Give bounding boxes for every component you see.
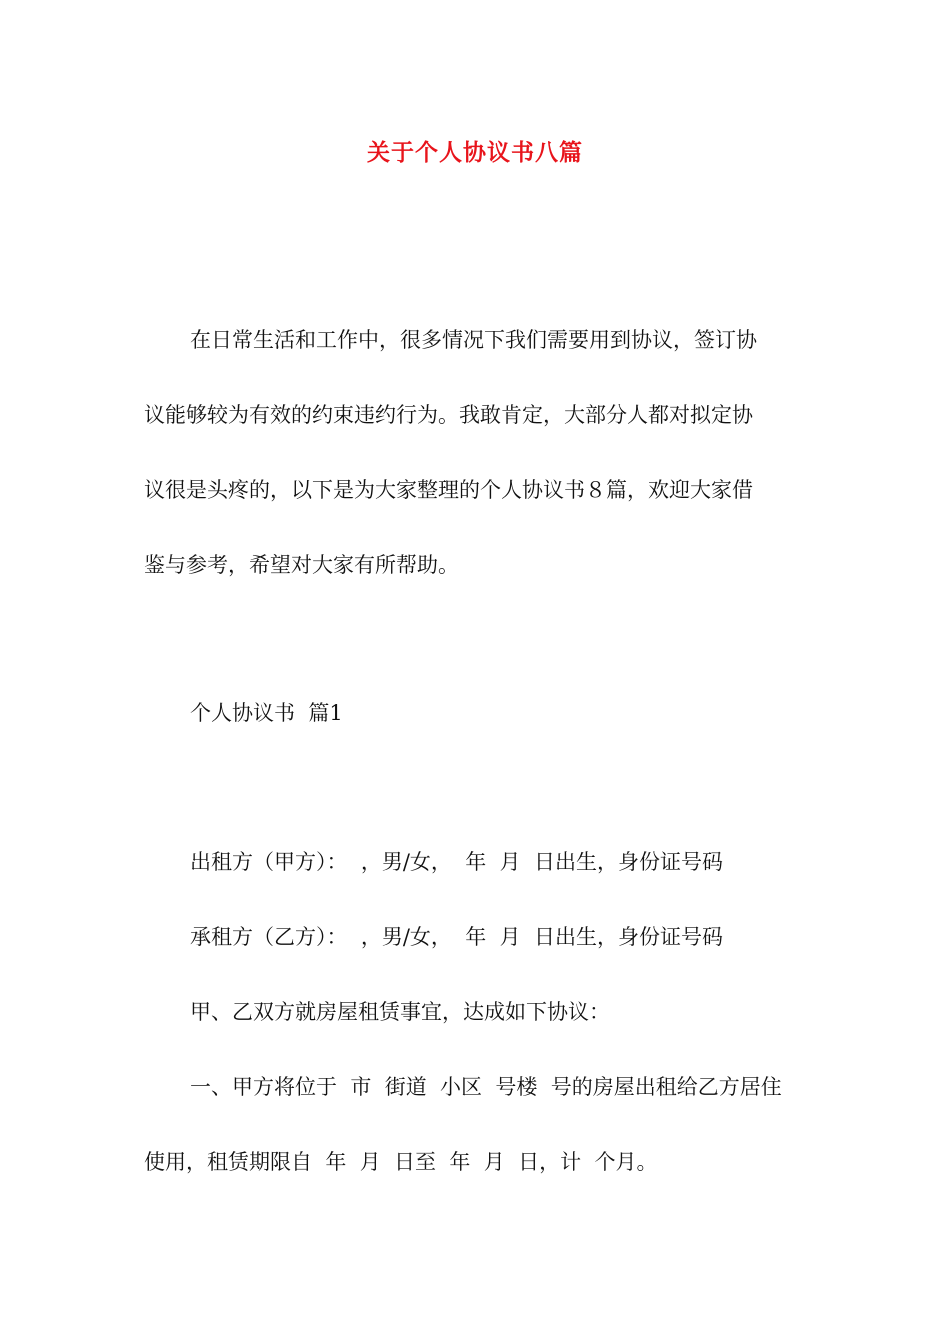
body-line-lessee: 承租方（乙方）： ，男/女， 年 月 日出生，身份证号码 bbox=[190, 925, 723, 949]
body-line-agreement: 甲、乙双方就房屋租赁事宜，达成如下协议： bbox=[190, 1000, 610, 1024]
intro-line-3: 议很是头疼的，以下是为大家整理的个人协议书８篇，欢迎大家借 bbox=[144, 478, 753, 502]
intro-line-1: 在日常生活和工作中，很多情况下我们需要用到协议，签订协 bbox=[190, 328, 757, 352]
intro-line-4: 鉴与参考，希望对大家有所帮助。 bbox=[144, 553, 459, 577]
intro-line-2: 议能够较为有效的约束违约行为。我敢肯定，大部分人都对拟定协 bbox=[144, 403, 753, 427]
body-line-clause-1-cont: 使用，租赁期限自 年 月 日至 年 月 日，计 个月。 bbox=[144, 1150, 658, 1174]
section-heading: 个人协议书 篇1 bbox=[190, 701, 343, 725]
body-line-lessor: 出租方（甲方）： ，男/女， 年 月 日出生，身份证号码 bbox=[190, 850, 723, 874]
document-title: 关于个人协议书八篇 bbox=[367, 139, 583, 166]
body-line-clause-1: 一、甲方将位于 市 街道 小区 号楼 号的房屋出租给乙方居住 bbox=[190, 1075, 782, 1099]
